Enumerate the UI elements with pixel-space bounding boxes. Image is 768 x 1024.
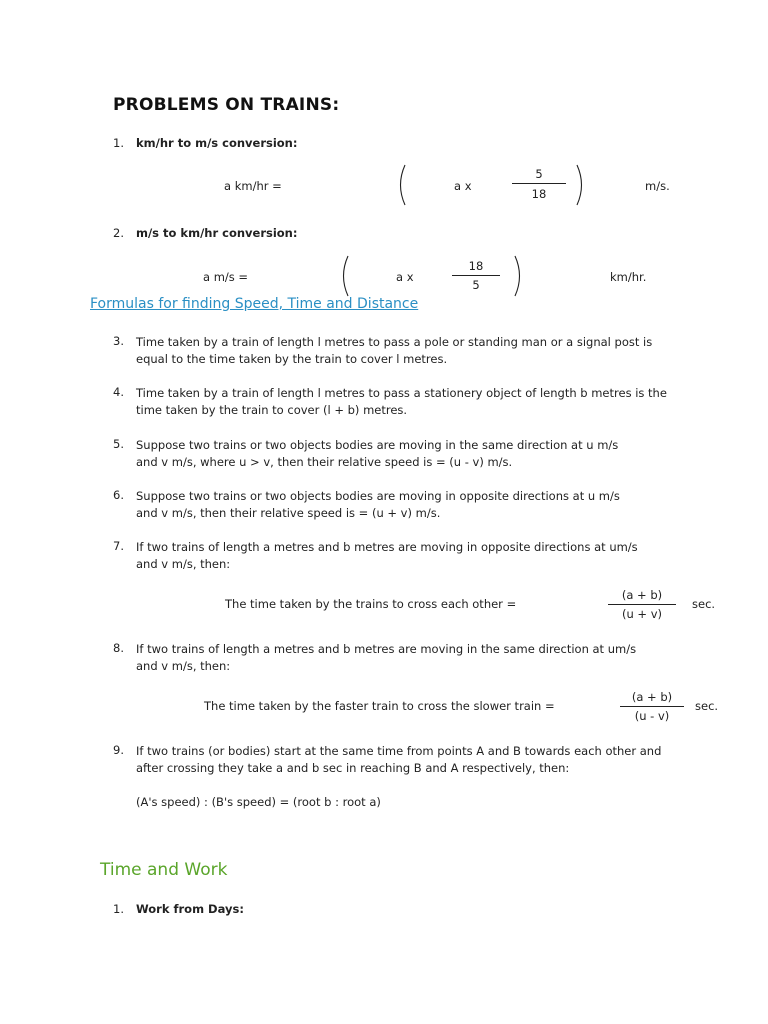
formula-mid: a x: [396, 270, 414, 284]
list-item-line: Suppose two trains or two objects bodies are moving in opposite directions at u m/s: [136, 489, 620, 503]
section-item-heading: Work from Days:: [136, 902, 244, 916]
left-parenthesis: [337, 254, 351, 298]
fraction-numerator: 18: [468, 259, 484, 273]
fraction-bar: [620, 706, 684, 707]
fraction-numerator: (a + b): [631, 690, 673, 704]
fraction-bar: [608, 604, 676, 605]
left-parenthesis: [394, 163, 408, 207]
formula-unit: m/s.: [645, 179, 670, 193]
list-number: 3.: [113, 334, 124, 348]
list-number: 7.: [113, 539, 124, 553]
list-item-line: Time taken by a train of length l metres to pass a pole or standing man or a signal post is: [136, 335, 653, 349]
list-number: 2.: [113, 226, 124, 240]
list-number: 1.: [113, 902, 124, 916]
section-heading: Time and Work: [100, 860, 228, 880]
fraction-denominator: (u + v): [621, 607, 662, 621]
right-parenthesis: [574, 163, 588, 207]
formula-lhs: a km/hr =: [224, 179, 282, 193]
formula-text: (A's speed) : (B's speed) = (root b : root a): [136, 795, 381, 809]
list-number: 9.: [113, 743, 124, 757]
fraction-numerator: 5: [535, 167, 543, 181]
list-item-line: Time taken by a train of length l metres to pass a stationery object of length b metres is the: [136, 386, 667, 400]
list-item-line: and v m/s, then:: [136, 659, 231, 673]
formula-unit: sec.: [692, 597, 716, 611]
formula-lhs: a m/s =: [203, 270, 249, 284]
list-item-line: Suppose two trains or two objects bodies are moving in the same direction at u m/s: [136, 438, 619, 452]
fraction-denominator: 5: [472, 278, 480, 292]
fraction-bar: [452, 275, 500, 276]
right-parenthesis: [512, 254, 526, 298]
fraction-numerator: (a + b): [621, 588, 663, 602]
list-number: 4.: [113, 385, 124, 399]
fraction-denominator: 18: [531, 187, 547, 201]
list-item-line: and v m/s, then their relative speed is = (u + v) m/s.: [136, 506, 441, 520]
formula-text: The time taken by the faster train to cross the slower train =: [204, 699, 555, 713]
list-item-line: time taken by the train to cover (l + b) metres.: [136, 403, 408, 417]
list-item-line: If two trains of length a metres and b metres are moving in the same direction at um/s: [136, 642, 637, 656]
list-number: 8.: [113, 641, 124, 655]
list-item-line: and v m/s, then:: [136, 557, 231, 571]
formulas-link[interactable]: Formulas for finding Speed, Time and Distance: [90, 296, 419, 312]
list-item-line: If two trains (or bodies) start at the same time from points A and B towards each other and: [136, 744, 662, 758]
list-item-line: after crossing they take a and b sec in reaching B and A respectively, then:: [136, 761, 570, 775]
list-item-line: equal to the time taken by the train to cover l metres.: [136, 352, 448, 366]
conversion-heading: m/s to km/hr conversion:: [136, 226, 298, 240]
list-item-line: If two trains of length a metres and b metres are moving in opposite directions at um/s: [136, 540, 638, 554]
fraction-bar: [512, 183, 566, 184]
list-number: 5.: [113, 437, 124, 451]
formula-unit: sec.: [695, 699, 719, 713]
list-number: 1.: [113, 136, 124, 150]
conversion-heading: km/hr to m/s conversion:: [136, 136, 298, 150]
formula-unit: km/hr.: [610, 270, 647, 284]
list-item-line: and v m/s, where u > v, then their relative speed is = (u - v) m/s.: [136, 455, 513, 469]
formula-mid: a x: [454, 179, 472, 193]
list-number: 6.: [113, 488, 124, 502]
page-title: PROBLEMS ON TRAINS:: [113, 95, 340, 115]
formula-text: The time taken by the trains to cross each other =: [225, 597, 517, 611]
fraction-denominator: (u - v): [634, 709, 670, 723]
